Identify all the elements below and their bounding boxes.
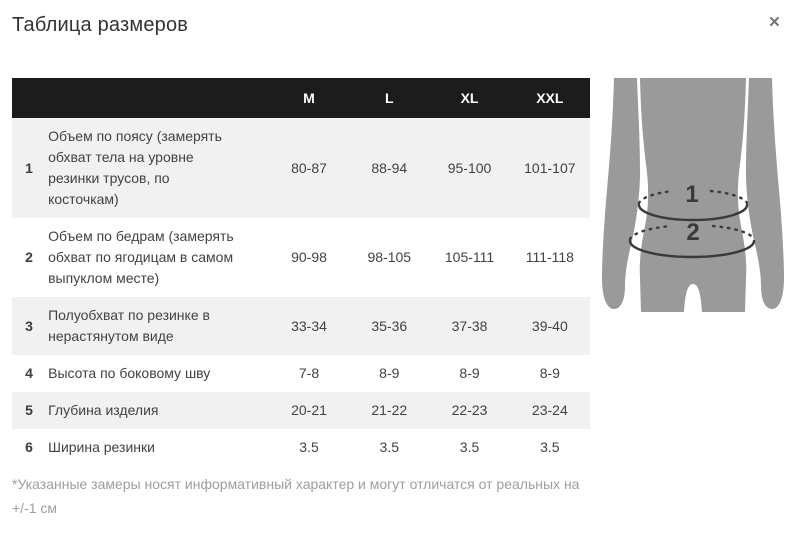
row-value: 8-9 [459, 365, 480, 381]
header-cell-size-l: L [349, 78, 429, 118]
row-number: 2 [25, 249, 33, 265]
page-title: Таблица размеров [12, 14, 189, 36]
row-number: 1 [25, 159, 33, 176]
table-row [12, 118, 590, 218]
header-cell-empty [12, 78, 46, 118]
row-value: 3.5 [299, 439, 319, 455]
row-label: Глубина изделия [48, 402, 159, 418]
row-label: Высота по боковому шву [48, 365, 211, 381]
left-arm-silhouette [602, 78, 640, 309]
table-row [12, 355, 590, 392]
row-value: 105-111 [444, 249, 495, 265]
close-icon[interactable]: × [768, 12, 780, 33]
measurement-figure [595, 78, 791, 312]
row-label: Ширина резинки [48, 439, 155, 455]
row-value: 21-22 [371, 402, 408, 418]
row-value: 8-9 [539, 365, 560, 381]
row-number: 6 [25, 439, 33, 455]
row-value: 98-105 [367, 249, 412, 265]
row-value: 35-36 [371, 317, 408, 334]
row-value: 90-98 [291, 249, 327, 265]
table-row [12, 297, 590, 355]
row-value: 8-9 [379, 365, 400, 381]
row-value: 7-8 [298, 365, 320, 381]
row-label: Объем по поясу (замерять обхват тела на уровне резинки трусов, по косточкам) [48, 128, 222, 207]
row-value: 37-38 [451, 317, 488, 334]
table-row [12, 392, 590, 429]
row-value: 3.5 [540, 439, 560, 455]
row-value: 95-100 [447, 159, 492, 176]
table-header-row [12, 78, 590, 118]
row-value: 20-21 [291, 402, 327, 418]
row-value: 111-118 [525, 249, 574, 265]
row-value: 80-87 [291, 159, 327, 176]
table-row [12, 429, 590, 466]
body-silhouette-illustration [595, 78, 791, 312]
row-value: 101-107 [524, 159, 576, 176]
table-row [12, 218, 590, 297]
row-number: 5 [25, 402, 33, 418]
footnote-text: *Указанные замеры носят информативный характер и могут отличатся от реальных на +/-1 см [12, 476, 580, 516]
size-table-body [12, 118, 590, 466]
header-cell-size-xl: XL [429, 78, 509, 118]
row-number: 3 [25, 317, 33, 334]
row-value: 88-94 [371, 159, 408, 176]
row-value: 39-40 [531, 317, 568, 334]
header-cell-size-m: M [269, 78, 349, 118]
row-value: 23-24 [531, 402, 568, 418]
row-label: Объем по бедрам (замерять обхват по ягодицам в самом выпуклом месте) [48, 228, 234, 286]
size-table [12, 78, 590, 466]
right-arm-silhouette [746, 78, 784, 309]
row-label: Полуобхват по резинке в нерастянутом виде [48, 307, 210, 344]
row-value: 3.5 [379, 439, 399, 455]
waist-measure-label: 1 [685, 181, 699, 208]
row-value: 33-34 [291, 317, 327, 334]
hip-measure-label: 2 [686, 219, 700, 246]
row-number: 4 [25, 365, 33, 381]
row-value: 3.5 [459, 439, 480, 455]
header-cell-size-xxl: XXL [510, 78, 590, 118]
header-cell-empty [46, 78, 269, 118]
row-value: 22-23 [451, 402, 488, 418]
